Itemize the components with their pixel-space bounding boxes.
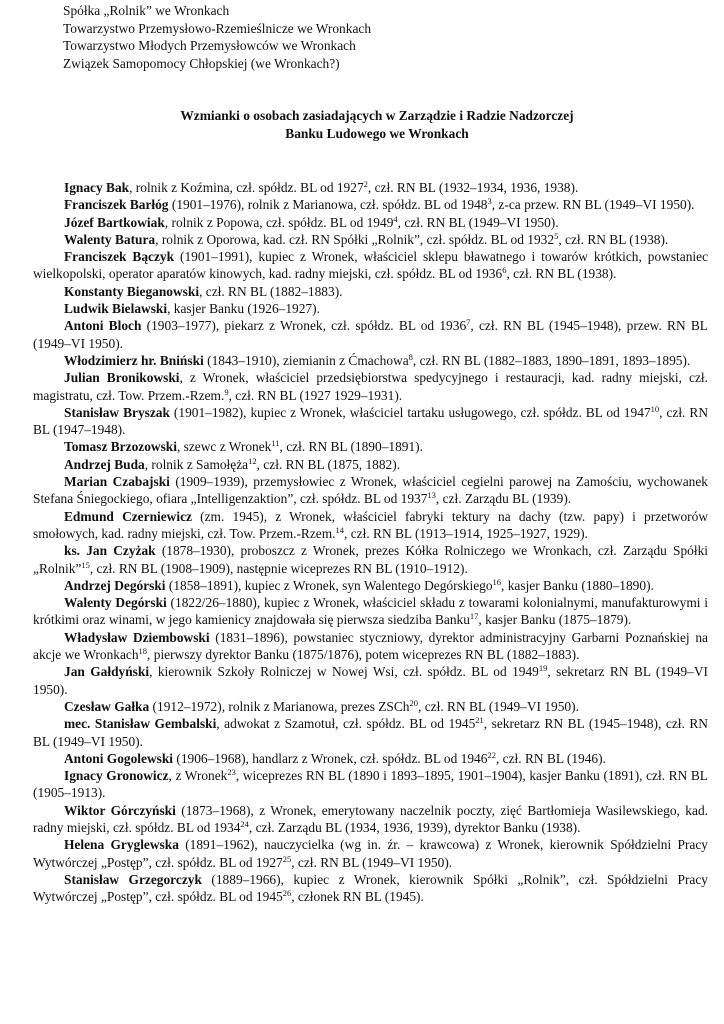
entry-text: (1906–1968), handlarz z Wronek, czł. spółdz. BL od 1946 bbox=[173, 750, 488, 766]
entry-text: (1891–1962), nauczycielka (wg in. źr. – krawcowa) z Wronek, kierownik Spółdzielni Pracy Wytwórczej „Postęp”, czł. spółdz. BL od 1927 bbox=[33, 837, 709, 870]
entry-text: , szewc z Wronek bbox=[176, 439, 272, 455]
entry-text: (1831–1896), powstaniec styczniowy, dyrektor administracyjny Garbarni Poznańskiej na akcje we Wronkach bbox=[33, 629, 708, 663]
person-name: Ignacy Bak bbox=[64, 180, 130, 195]
entry-text-after: , czł. RN BL (1908–1909), następnie wiceprezes RN BL (1910–1912). bbox=[89, 560, 468, 576]
footnote-ref: 16 bbox=[492, 576, 502, 587]
person-entry bbox=[33, 871, 708, 906]
entry-text: , rolnik z Samołęża bbox=[144, 456, 249, 472]
entry-text: , czł. RN BL (1882–1883). bbox=[199, 283, 343, 299]
entry-text-after: , czł. RN BL (1949–VI 1950). bbox=[397, 214, 559, 230]
person-entry bbox=[33, 317, 708, 352]
footnote-ref: 2 bbox=[363, 179, 368, 189]
entry-text-after: , czł. RN BL (1945–1948), przew. RN BL (1949–VI 1950). bbox=[33, 318, 708, 351]
entry-text: (zm. 1945), z Wronek, właściciel fabryki tektury na dachy (tzw. papy) i przetworów smołowych, kad. radny miejski, czł. Tow. Przem.-Rzem. bbox=[33, 508, 708, 541]
entry-text-after: , czł. RN BL (1932–1934, 1936, 1938). bbox=[367, 180, 579, 195]
person-entry bbox=[33, 767, 708, 802]
entry-text-after: , czł. RN BL (1947–1948). bbox=[33, 404, 708, 438]
organization-item: Spółka „Rolnik” we Wronkach bbox=[63, 3, 230, 18]
entry-text-after: , czł. Zarządu BL (1939). bbox=[435, 491, 572, 507]
person-entry bbox=[33, 750, 708, 767]
heading-line-1: Wzmianki o osobach zasiadających w Zarządzie i Radzie Nadzorczej bbox=[180, 108, 574, 123]
person-name: Ignacy Gronowicz bbox=[64, 768, 169, 784]
entry-text: (1912–1972), rolnik z Marianowa, prezes ZSCh bbox=[149, 698, 410, 714]
person-name: Wiktor Górczyński bbox=[64, 802, 176, 818]
entry-text: (1903–1977), piekarz z Wronek, czł. spółdz. BL od 1936 bbox=[141, 318, 467, 334]
organization-item: Towarzystwo Młodych Przemysłowców we Wronkach bbox=[63, 38, 356, 54]
person-name: Jan Gałdyński bbox=[64, 664, 150, 680]
person-entry bbox=[33, 248, 708, 283]
person-entry bbox=[33, 196, 708, 213]
footnote-ref: 20 bbox=[409, 697, 419, 708]
entry-text: (1901–1982), kupiec z Wronek, właściciel tartaku usługowego, czł. spółdz. BL od 1947 bbox=[169, 404, 651, 420]
person-name: Helena Gryglewska bbox=[64, 837, 179, 853]
entry-text: , z Wronek, właściciel przedsiębiorstwa spedycyjnego i restauracji, kad. radny miejski, czł. magistratu, czł. Tow. Przem.-Rzem. bbox=[33, 370, 708, 403]
person-entry bbox=[33, 836, 708, 871]
entry-text-after: , wiceprezes RN BL (1890 i 1893–1895, 1901–1904), kasjer Banku (1891), czł. RN BL (1905–1913). bbox=[33, 768, 708, 801]
entry-text: (1909–1939), przemysłowiec z Wronek, właściciel cegielni parowej na Zamościu, wychowanek Stefana Śniegockiego, ofiara „Intelligenzaktion”, czł. spółdz. BL od 1937 bbox=[33, 474, 708, 507]
person-name: Konstanty Bieganowski bbox=[64, 283, 200, 299]
section-heading bbox=[0, 107, 724, 142]
person-name: Czesław Gałka bbox=[64, 698, 150, 714]
person-name: Walenty Batura bbox=[64, 231, 156, 247]
person-name: ks. Jan Czyżak bbox=[64, 543, 156, 559]
person-name: Marian Czabajski bbox=[64, 474, 170, 490]
person-name: Stanisław Grzegorczyk bbox=[64, 871, 202, 887]
person-entry bbox=[33, 369, 708, 404]
person-entry bbox=[33, 802, 708, 837]
entry-text-after: , czł. RN BL (1927 1929–1931). bbox=[228, 387, 403, 403]
entry-text-after: , sekretarz RN BL (1949–VI 1950). bbox=[33, 664, 708, 697]
entry-text: (1873–1968), z Wronek, emerytowany naczelnik poczty, zięć Bartłomieja Wasilewskiego, kad. radny miejski, czł. spółdz. BL od 1934 bbox=[33, 802, 708, 835]
entry-text: , adwokat z Szamotuł, czł. spółdz. BL od 1945 bbox=[216, 716, 476, 732]
entry-text-after: , kasjer Banku (1880–1890). bbox=[501, 577, 654, 593]
person-entry bbox=[33, 577, 708, 594]
person-entry bbox=[33, 179, 708, 196]
entry-text: , z Wronek bbox=[168, 768, 228, 784]
entry-text-after: , czł. RN BL (1938). bbox=[558, 231, 669, 247]
person-name: Andrzej Buda bbox=[64, 456, 145, 472]
entry-text: (1901–1991), kupiec z Wronek, właściciel sklepu bławatnego i towarów krótkich, powstaniec wielkopolski, operator aparatów kinowych, kad. radny miejski, czł. spółdz. BL od 1936 bbox=[33, 249, 709, 282]
heading-line-2: Banku Ludowego we Wronkach bbox=[285, 125, 469, 141]
organization-list bbox=[63, 2, 371, 72]
entry-text: (1858–1891), kupiec z Wronek, syn Walentego Degórskiego bbox=[165, 577, 493, 593]
person-entry bbox=[33, 352, 708, 369]
entry-text: , kasjer Banku (1926–1927). bbox=[167, 301, 320, 317]
person-entry bbox=[33, 456, 708, 473]
footnote-ref: 25 bbox=[282, 853, 292, 864]
person-entry bbox=[33, 404, 708, 439]
biographical-entries bbox=[33, 179, 708, 905]
footnote-ref: 5 bbox=[554, 230, 559, 241]
entry-text-after: , pierwszy dyrektor Banku (1875/1876), potem wiceprezes RN BL (1882–1883). bbox=[147, 647, 580, 663]
entry-text: , rolnik z Koźmina, czł. spółdz. BL od 1927 bbox=[129, 180, 364, 195]
entry-text-after: , czł. RN BL (1938). bbox=[506, 266, 617, 282]
person-entry bbox=[33, 214, 708, 231]
person-name: Julian Bronikowski bbox=[64, 370, 180, 386]
person-name: Antoni Gogolewski bbox=[64, 750, 174, 766]
entry-text: (1878–1930), proboszcz z Wronek, prezes Kółka Rolniczego we Wronkach, czł. Zarządu Spółki „Rolnik” bbox=[33, 543, 708, 576]
person-name: Franciszek Bączyk bbox=[64, 249, 175, 265]
entry-text-after: , z-ca przew. RN BL (1949–VI 1950). bbox=[491, 197, 695, 213]
person-entry bbox=[33, 473, 708, 508]
person-entry bbox=[33, 300, 708, 317]
entry-text-after: , czł. RN BL (1890–1891). bbox=[279, 439, 423, 455]
footnote-ref: 24 bbox=[240, 818, 249, 829]
person-entry bbox=[33, 715, 708, 750]
organization-item: Związek Samopomocy Chłopskiej (we Wronkach?) bbox=[63, 55, 340, 71]
person-name: Stanisław Bryszak bbox=[64, 404, 170, 420]
entry-text-after: , czł. RN BL (1949–VI 1950). bbox=[291, 854, 453, 870]
footnote-ref: 10 bbox=[650, 403, 660, 414]
footnote-ref: 4 bbox=[393, 213, 398, 224]
person-name: Edmund Czerniewicz bbox=[64, 508, 192, 524]
entry-text-after: , sekretarz RN BL (1945–1948), czł. RN BL (1949–VI 1950). bbox=[33, 716, 708, 749]
person-name: Ludwik Bielawski bbox=[64, 301, 168, 317]
footnote-ref: 19 bbox=[538, 663, 548, 674]
footnote-ref: 18 bbox=[138, 646, 148, 657]
footnote-ref: 3 bbox=[487, 196, 492, 207]
footnote-ref: 8 bbox=[408, 351, 413, 362]
entry-text-after: , członek RN BL (1945). bbox=[291, 889, 424, 905]
person-entry bbox=[33, 508, 708, 543]
person-entry bbox=[33, 231, 708, 248]
person-entry bbox=[33, 438, 708, 455]
entry-text-after: , kasjer Banku (1875–1879). bbox=[478, 612, 632, 628]
footnote-ref: 21 bbox=[475, 715, 484, 726]
person-entry bbox=[33, 594, 708, 629]
footnote-ref: 9 bbox=[224, 386, 229, 397]
entry-text: (1889–1966), kupiec z Wronek, kierownik Spółki „Rolnik”, czł. Spółdzielni Pracy Wytwórczej „Postęp”, czł. spółdz. BL od 1945 bbox=[33, 871, 708, 905]
footnote-ref: 11 bbox=[271, 438, 280, 449]
person-entry bbox=[33, 629, 708, 664]
footnote-ref: 13 bbox=[427, 490, 436, 501]
footnote-ref: 15 bbox=[81, 559, 90, 570]
entry-text-after: , czł. RN BL (1949–VI 1950). bbox=[418, 698, 579, 714]
entry-text: , rolnik z Popowa, czł. spółdz. BL od 1949 bbox=[164, 214, 394, 230]
person-name: Antoni Bloch bbox=[64, 318, 142, 334]
entry-text-after: , czł. RN BL (1875, 1882). bbox=[256, 456, 401, 472]
entry-text: (1901–1976), rolnik z Marianowa, czł. spółdz. BL od 1948 bbox=[168, 197, 488, 213]
entry-text-after: , czł. Zarządu BL (1934, 1936, 1939), dyrektor Banku (1938). bbox=[248, 819, 581, 835]
footnote-ref: 14 bbox=[335, 524, 345, 535]
organization-item: Towarzystwo Przemysłowo-Rzemieślnicze we Wronkach bbox=[63, 20, 372, 36]
footnote-ref: 12 bbox=[248, 455, 257, 466]
entry-text-after: , czł. RN BL (1913–1914, 1925–1927, 1929). bbox=[344, 525, 588, 541]
person-name: Józef Bartkowiak bbox=[64, 214, 165, 230]
person-name: Franciszek Barłóg bbox=[64, 197, 169, 213]
entry-text: , rolnik z Oporowa, kad. czł. RN Spółki „Rolnik”, czł. spółdz. BL od 1932 bbox=[155, 231, 555, 247]
footnote-ref: 7 bbox=[466, 317, 471, 328]
person-name: Władysław Dziembowski bbox=[64, 629, 210, 645]
entry-text: , kierownik Szkoły Rolniczej w Nowej Wsi, czł. spółdz. BL od 1949 bbox=[149, 664, 539, 680]
person-name: Włodzimierz hr. Bniński bbox=[64, 352, 204, 368]
entry-text-after: , czł. RN BL (1882–1883, 1890–1891, 1893–1895). bbox=[412, 352, 691, 368]
person-entry bbox=[33, 663, 708, 698]
entry-text: (1843–1910), ziemianin z Ćmachowa bbox=[203, 352, 409, 368]
entry-text: (1822/26–1880), kupiec z Wronek, właściciel składu z towarami kolonialnymi, manufakturowymi i krótkimi oraz winami, w jego kamienicy znajdowała się pierwsza siedziba Banku bbox=[33, 595, 708, 628]
footnote-ref: 17 bbox=[469, 611, 479, 622]
footnote-ref: 23 bbox=[227, 767, 236, 778]
footnote-ref: 6 bbox=[502, 265, 507, 276]
person-name: Andrzej Degórski bbox=[64, 577, 166, 593]
entry-text-after: , czł. RN BL (1946). bbox=[495, 750, 606, 766]
footnote-ref: 26 bbox=[282, 888, 292, 899]
person-entry bbox=[33, 283, 708, 300]
person-entry bbox=[33, 542, 708, 577]
person-name: mec. Stanisław Gembalski bbox=[64, 716, 217, 732]
person-entry bbox=[33, 698, 708, 715]
person-name: Walenty Degórski bbox=[64, 595, 167, 611]
footnote-ref: 22 bbox=[487, 749, 496, 760]
person-name: Tomasz Brzozowski bbox=[64, 439, 177, 455]
